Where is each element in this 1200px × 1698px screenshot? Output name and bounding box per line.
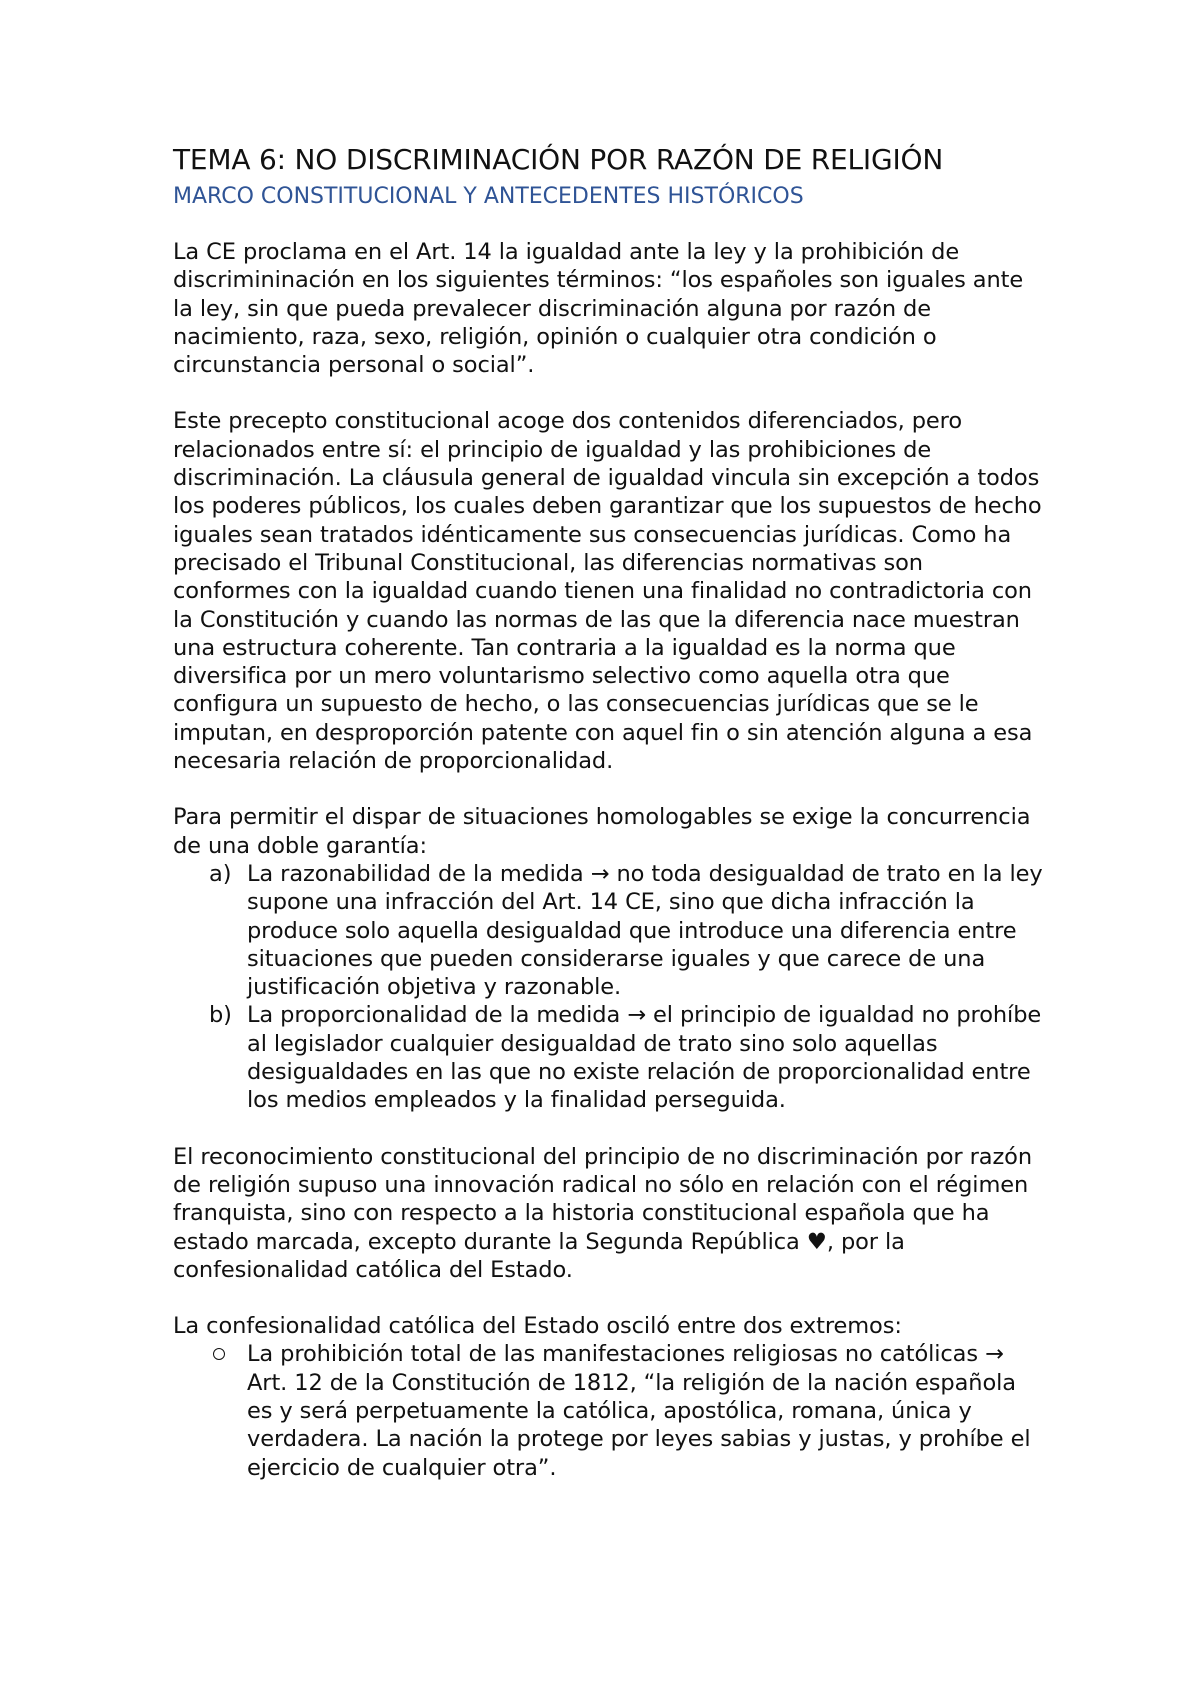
extremos-list [173,1340,1043,1481]
garantias-list [173,860,1043,1115]
list-marker: b) [209,1002,232,1029]
list-item-text: La proporcionalidad de la medida → el principio de igualdad no prohíbe al legislador cualquier desigualdad de trato sino solo aquellas desigualdades en las que no existe relación de proporcionalidad entre los medios empleados y la finalidad perseguida. [247,1002,1042,1114]
document-title: TEMA 6: NO DISCRIMINACIÓN POR RAZÓN DE RELIGIÓN [173,143,944,176]
paragraph-doble-garantia: Para permitir el dispar de situaciones homologables se exige la concurrencia de una doble garantía: [173,804,1031,859]
list-item-text: La razonabilidad de la medida → no toda desigualdad de trato en la ley supone una infracción del Art. 14 CE, sino que dicha infracción la produce solo aquella desigualdad que introduce una diferencia entre situaciones que pueden considerarse iguales y que carece de una justificación objetiva y razonable. [247,860,1043,1001]
paragraph-precepto: Este precepto constitucional acoge dos contenidos diferenciados, pero relacionados entre sí: el principio de igualdad y las prohibiciones de discriminación. La cláusula general de igualdad vincula sin excepción a todos los poderes públicos, los cuales deben garantizar que los supuestos de hecho iguales sean tratados idénticamente sus consecuencias jurídicas. Como ha precisado el Tribunal Constitucional, las diferencias normativas son conformes con la igualdad cuando tienen una finalidad no contradictoria con la Constitución y cuando las normas de las que la diferencia nace muestran una estructura coherente. Tan contraria a la igualdad es la norma que diversifica por un mero voluntarismo selectivo como aquella otra que configura un supuesto de hecho, o las consecuencias jurídicas que se le imputan, en desproporción patente con aquel fin o sin atención alguna a esa necesaria relación de proporcionalidad. [173,408,1042,775]
circle-bullet-icon [213,1348,225,1360]
paragraph-reconocimiento: El reconocimiento constitucional del principio de no discriminación por razón de religión supuso una innovación radical no sólo en relación con el régimen franquista, sino con respecto a la historia constitucional española que ha estado marcada, excepto durante la Segunda República ♥, por la confesionalidad católica del Estado. [173,1143,1033,1283]
document-page [173,142,1043,1482]
list-item [173,1340,1043,1481]
paragraph-art14: La CE proclama en el Art. 14 la igualdad ante la ley y la prohibición de discrimininación en los siguientes términos: “los españoles son iguales ante la ley, sin que pueda prevalecer discriminación alguna por razón de nacimiento, raza, sexo, religión, opinión o cualquier otra condición o circunstancia personal o social”. [173,239,1024,379]
list-item [173,1001,1043,1114]
list-item-text: La prohibición total de las manifestaciones religiosas no católicas → Art. 12 de la Constitución de 1812, “la religión de la nación española es y será perpetuamente la católica, apostólica, romana, única y verdadera. La nación la protege por leyes sabias y justas, y prohíbe el ejercicio de cualquier otra”. [247,1341,1031,1481]
list-marker: a) [209,860,232,887]
paragraph-confesionalidad: La confesionalidad católica del Estado osciló entre dos extremos: [173,1313,902,1340]
section-subtitle: MARCO CONSTITUCIONAL Y ANTECEDENTES HISTÓRICOS [173,184,804,209]
list-item [173,860,1043,1001]
